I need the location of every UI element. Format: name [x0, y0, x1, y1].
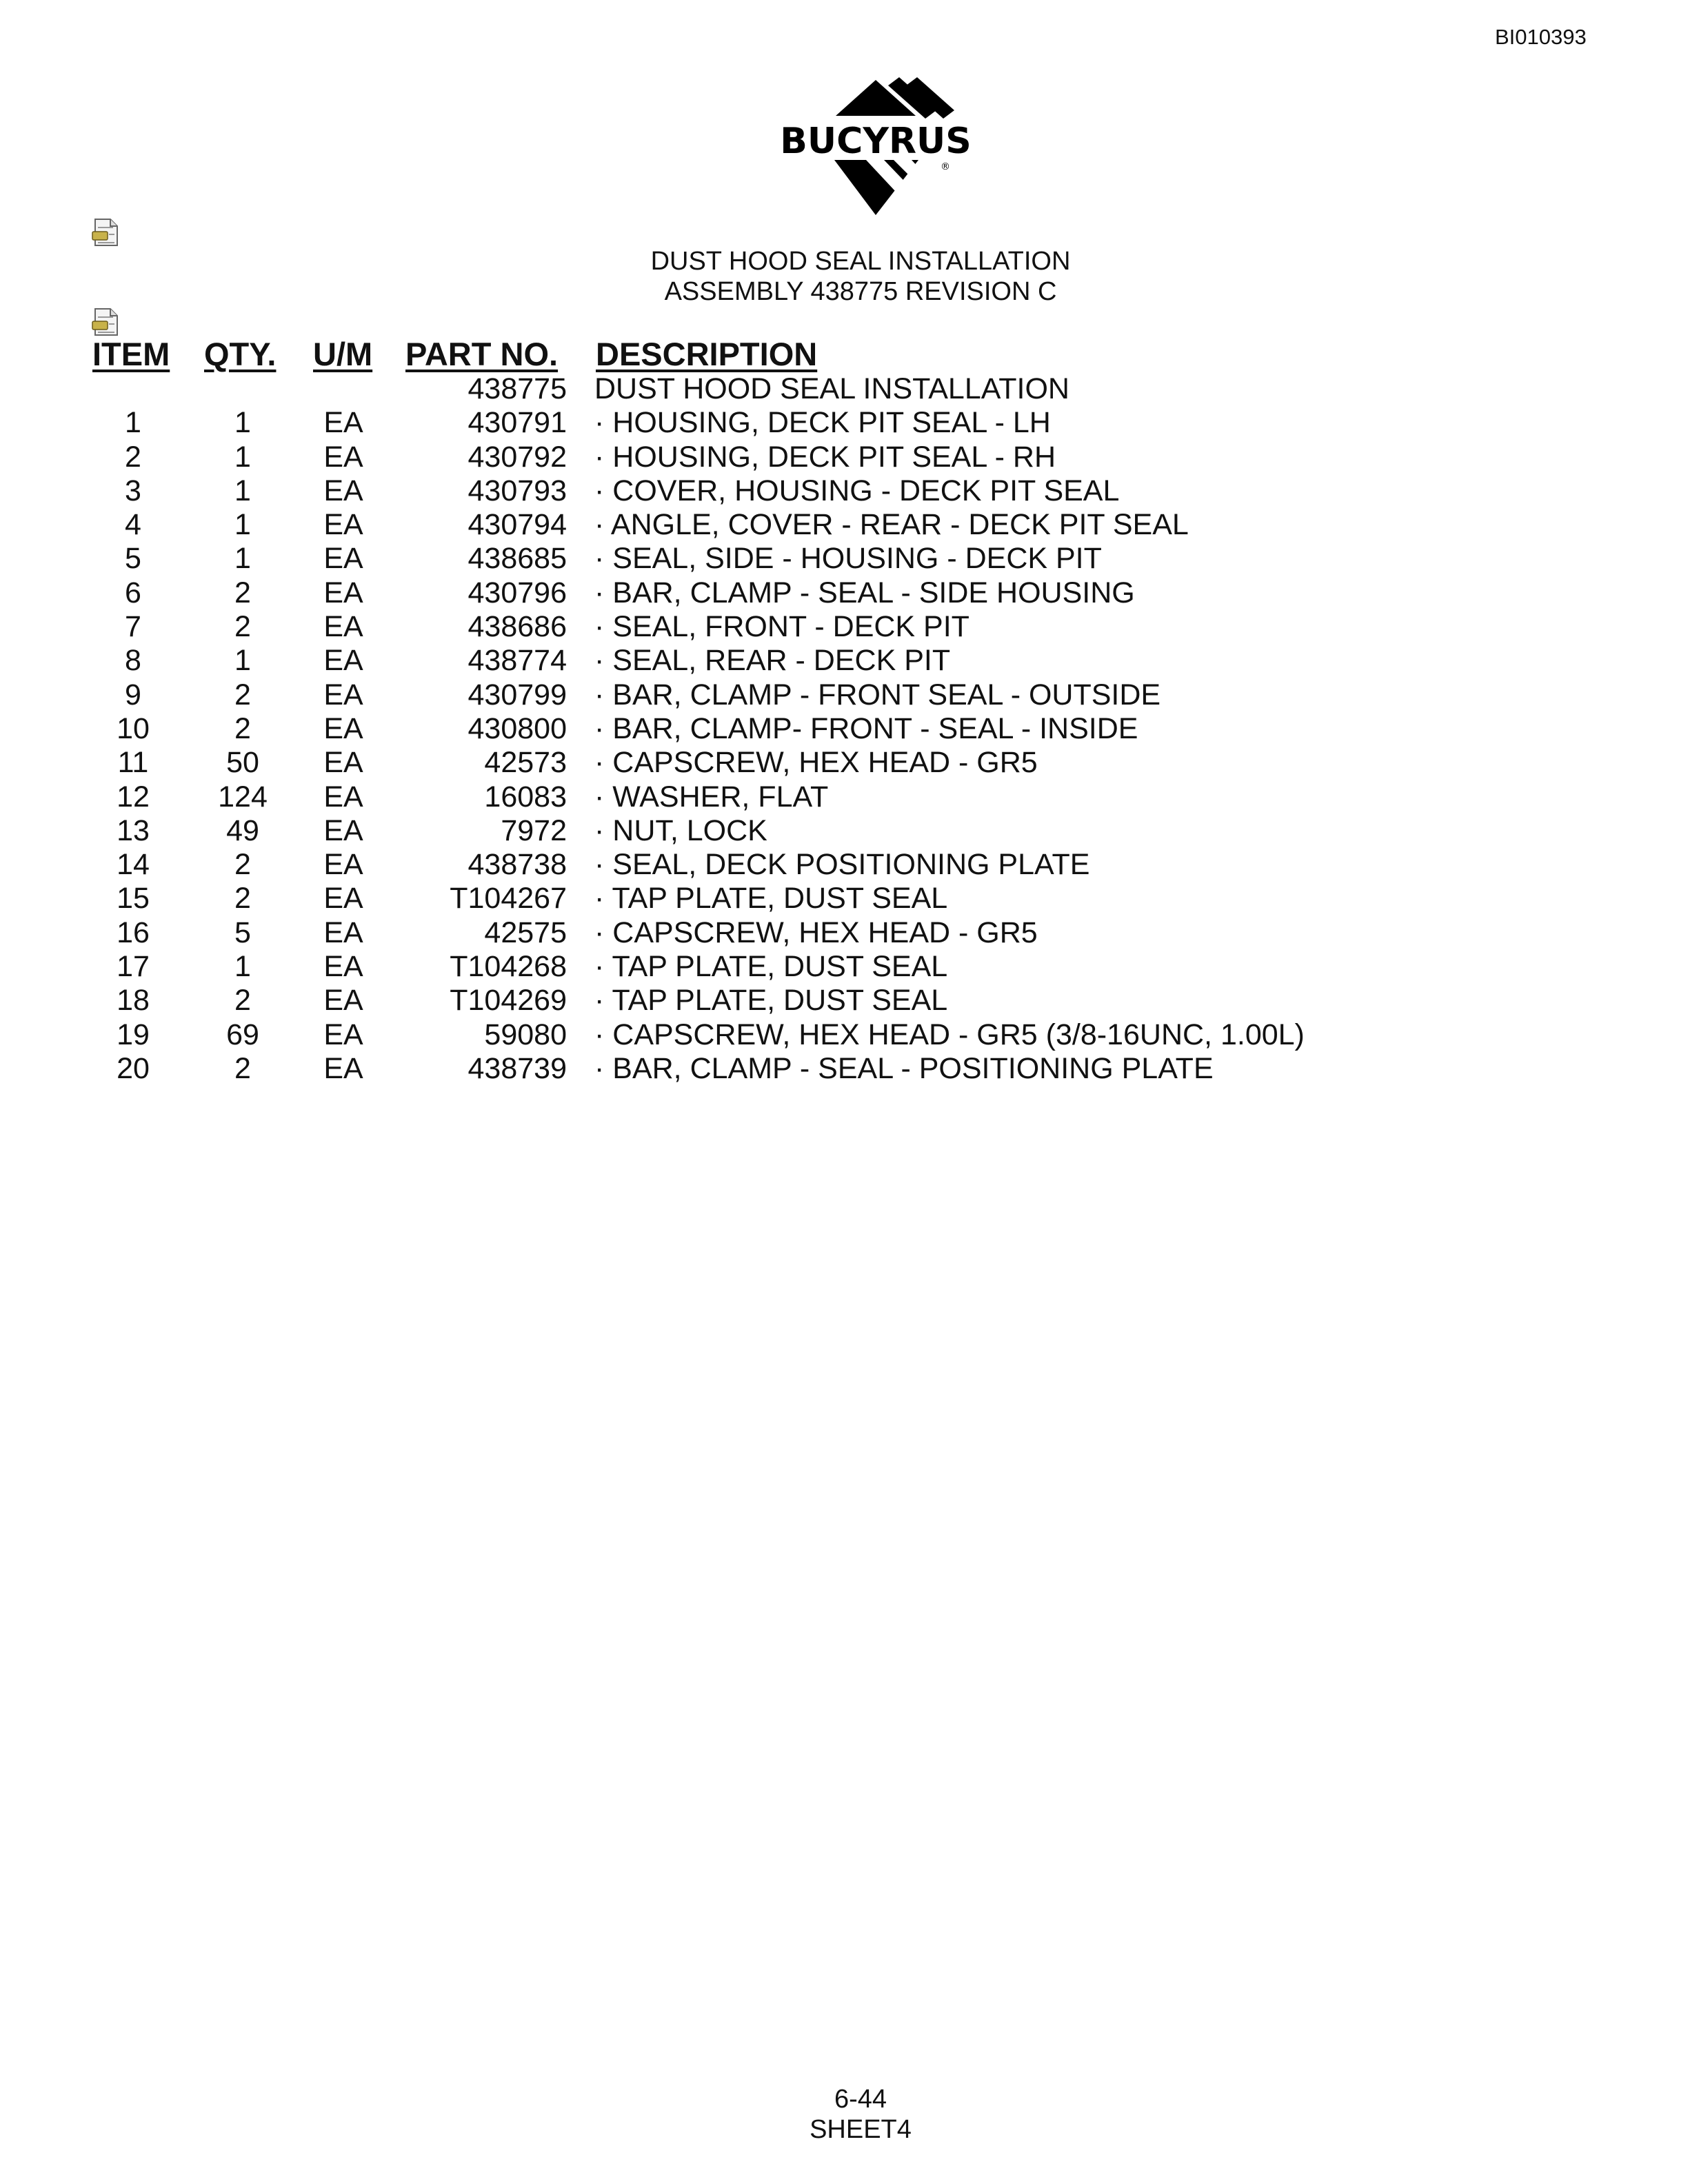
logo-registered-mark: ®	[941, 161, 950, 172]
unit-of-measure: EA	[323, 813, 363, 847]
item-number: 14	[117, 848, 150, 882]
table-row	[0, 882, 1688, 916]
part-number: 438685	[468, 542, 567, 576]
part-number: 438775	[468, 372, 567, 405]
column-header-item: ITEM	[92, 336, 170, 372]
item-number: 15	[117, 882, 150, 916]
quantity: 1	[234, 950, 251, 984]
unit-of-measure: EA	[323, 916, 363, 949]
part-description: · CAPSCREW, HEX HEAD - GR5 (3/8-16UNC, 1.00L)	[594, 1018, 1305, 1051]
column-header-qty: QTY.	[204, 336, 277, 372]
item-number: 4	[125, 508, 141, 542]
quantity: 2	[234, 882, 251, 916]
bucyrus-logo	[758, 76, 993, 221]
unit-of-measure: EA	[323, 508, 363, 542]
part-description: · HOUSING, DECK PIT SEAL - RH	[594, 440, 1056, 474]
table-row	[0, 372, 1688, 406]
part-description: · BAR, CLAMP- FRONT - SEAL - INSIDE	[594, 711, 1138, 745]
unit-of-measure: EA	[323, 474, 363, 507]
part-description: · BAR, CLAMP - FRONT SEAL - OUTSIDE	[594, 678, 1161, 711]
unit-of-measure: EA	[323, 746, 363, 780]
part-description: DUST HOOD SEAL INSTALLATION	[594, 372, 1069, 405]
part-description: · CAPSCREW, HEX HEAD - GR5	[594, 916, 1038, 949]
table-row	[0, 916, 1688, 950]
table-row	[0, 542, 1688, 576]
table-row	[0, 610, 1688, 644]
quantity: 5	[234, 916, 251, 949]
quantity: 2	[234, 678, 251, 711]
column-header-description: DESCRIPTION	[596, 336, 818, 372]
item-number: 10	[117, 711, 150, 745]
table-row	[0, 950, 1688, 984]
unit-of-measure: EA	[323, 711, 363, 745]
table-row	[0, 441, 1688, 474]
unit-of-measure: EA	[323, 644, 363, 678]
logo-wordmark: BUCYRUS	[780, 121, 972, 162]
item-number: 12	[117, 780, 150, 813]
item-number: 6	[125, 576, 141, 609]
unit-of-measure: EA	[323, 1018, 363, 1051]
part-description: · BAR, CLAMP - SEAL - SIDE HOUSING	[594, 576, 1135, 609]
document-id: BI010393	[1495, 25, 1587, 49]
part-description: · SEAL, SIDE - HOUSING - DECK PIT	[594, 542, 1102, 576]
table-row	[0, 576, 1688, 610]
quantity: 2	[234, 711, 251, 745]
quantity: 124	[218, 780, 268, 813]
part-number: 59080	[484, 1018, 567, 1051]
part-number: 438774	[468, 644, 567, 678]
column-header-part-no: PART NO.	[405, 336, 559, 372]
part-number: T104268	[450, 950, 567, 984]
part-number: 438739	[468, 1051, 567, 1085]
part-description: · SEAL, FRONT - DECK PIT	[594, 610, 969, 644]
part-description: · SEAL, DECK POSITIONING PLATE	[594, 848, 1090, 882]
part-description: · TAP PLATE, DUST SEAL	[594, 984, 948, 1018]
part-number: T104269	[450, 984, 567, 1018]
item-number: 7	[125, 610, 141, 644]
parts-list	[0, 372, 1688, 1086]
part-number: 430791	[468, 406, 567, 440]
part-description: · WASHER, FLAT	[594, 780, 829, 813]
item-number: 9	[125, 678, 141, 711]
part-number: 430796	[468, 576, 567, 609]
document-icon[interactable]	[91, 307, 120, 336]
unit-of-measure: EA	[323, 1051, 363, 1085]
quantity: 2	[234, 1051, 251, 1085]
item-number: 11	[117, 746, 149, 780]
part-number: 430800	[468, 711, 567, 745]
quantity: 49	[226, 813, 259, 847]
item-number: 2	[125, 440, 141, 474]
part-description: · TAP PLATE, DUST SEAL	[594, 882, 948, 916]
part-number: 430794	[468, 508, 567, 542]
quantity: 1	[234, 440, 251, 474]
quantity: 1	[234, 508, 251, 542]
part-description: · TAP PLATE, DUST SEAL	[594, 950, 948, 984]
item-number: 8	[125, 644, 141, 678]
unit-of-measure: EA	[323, 678, 363, 711]
part-description: · NUT, LOCK	[594, 813, 767, 847]
unit-of-measure: EA	[323, 780, 363, 813]
table-row	[0, 678, 1688, 712]
part-number: 438686	[468, 610, 567, 644]
table-row	[0, 814, 1688, 848]
item-number: 18	[117, 984, 150, 1018]
part-number: 430792	[468, 440, 567, 474]
quantity: 1	[234, 474, 251, 507]
part-description: · SEAL, REAR - DECK PIT	[594, 644, 951, 678]
table-row	[0, 406, 1688, 440]
table-row	[0, 712, 1688, 746]
part-description: · ANGLE, COVER - REAR - DECK PIT SEAL	[594, 508, 1189, 542]
table-row	[0, 848, 1688, 882]
unit-of-measure: EA	[323, 440, 363, 474]
item-number: 5	[125, 542, 141, 576]
item-number: 13	[117, 813, 150, 847]
part-number: T104267	[450, 882, 567, 916]
part-number: 16083	[484, 780, 567, 813]
sheet-label: SHEET4	[810, 2115, 912, 2144]
quantity: 2	[234, 848, 251, 882]
part-description: · BAR, CLAMP - SEAL - POSITIONING PLATE	[594, 1051, 1214, 1085]
item-number: 1	[125, 406, 141, 440]
unit-of-measure: EA	[323, 848, 363, 882]
unit-of-measure: EA	[323, 406, 363, 440]
quantity: 1	[234, 644, 251, 678]
table-row	[0, 474, 1688, 508]
part-description: · HOUSING, DECK PIT SEAL - LH	[594, 406, 1051, 440]
quantity: 2	[234, 610, 251, 644]
unit-of-measure: EA	[323, 542, 363, 576]
item-number: 17	[117, 950, 150, 984]
table-row	[0, 1018, 1688, 1052]
item-number: 3	[125, 474, 141, 507]
table-row	[0, 644, 1688, 678]
quantity: 50	[226, 746, 259, 780]
unit-of-measure: EA	[323, 610, 363, 644]
quantity: 2	[234, 576, 251, 609]
part-number: 7972	[501, 813, 567, 847]
assembly-subtitle: ASSEMBLY 438775 REVISION C	[664, 277, 1057, 306]
part-number: 42573	[484, 746, 567, 780]
part-number: 42575	[484, 916, 567, 949]
part-description: · COVER, HOUSING - DECK PIT SEAL	[594, 474, 1120, 507]
document-title: DUST HOOD SEAL INSTALLATION	[650, 247, 1071, 276]
unit-of-measure: EA	[323, 576, 363, 609]
table-row	[0, 984, 1688, 1018]
page-number: 6-44	[834, 2085, 887, 2114]
quantity: 1	[234, 542, 251, 576]
part-number: 430799	[468, 678, 567, 711]
table-row	[0, 746, 1688, 780]
document-icon[interactable]	[91, 218, 120, 247]
unit-of-measure: EA	[323, 882, 363, 916]
part-description: · CAPSCREW, HEX HEAD - GR5	[594, 746, 1038, 780]
item-number: 16	[117, 916, 150, 949]
part-number: 438738	[468, 848, 567, 882]
unit-of-measure: EA	[323, 984, 363, 1018]
column-header-um: U/M	[313, 336, 373, 372]
table-row	[0, 1052, 1688, 1086]
unit-of-measure: EA	[323, 950, 363, 984]
table-row	[0, 780, 1688, 814]
quantity: 1	[234, 406, 251, 440]
item-number: 19	[117, 1018, 150, 1051]
table-row	[0, 508, 1688, 542]
item-number: 20	[117, 1051, 150, 1085]
quantity: 69	[226, 1018, 259, 1051]
quantity: 2	[234, 984, 251, 1018]
part-number: 430793	[468, 474, 567, 507]
